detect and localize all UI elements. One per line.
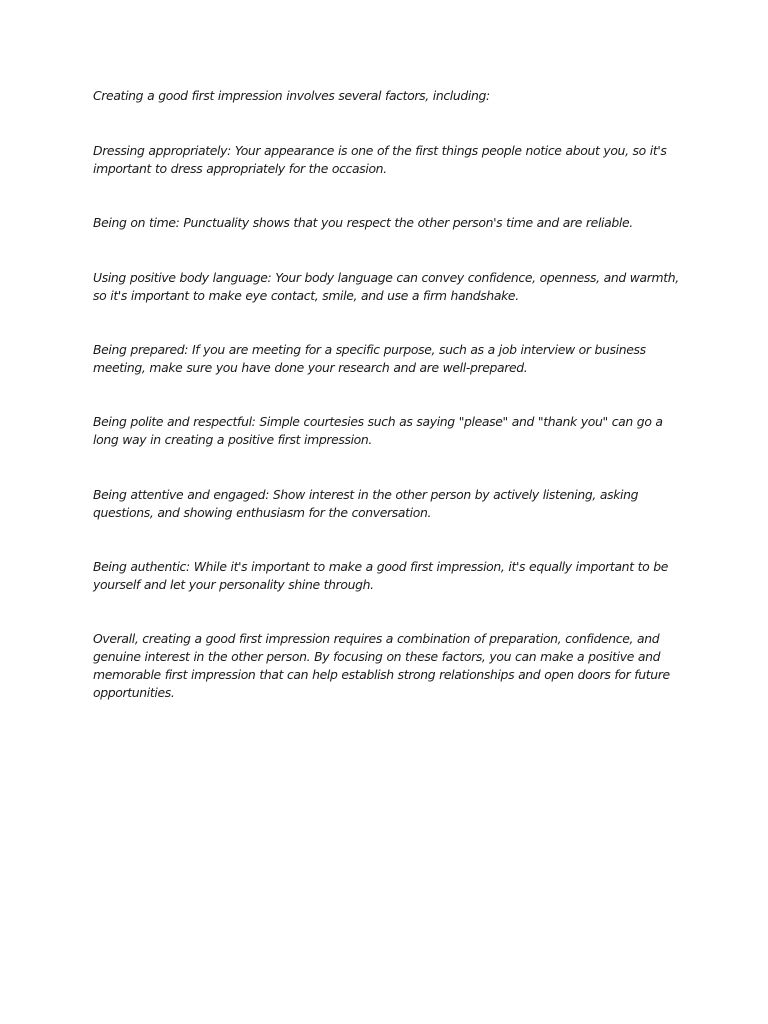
authentic-paragraph: Being authentic: While it's important to make a good first impression, it's equally important to be yourself and let your personality shine through. [93,559,669,592]
on-time-paragraph: Being on time: Punctuality shows that you respect the other person's time and are reliable. [93,215,633,230]
dressing-paragraph: Dressing appropriately: Your appearance is one of the first things people notice about you, so it's important to dress appropriately for the occasion. [93,143,667,176]
polite-paragraph: Being polite and respectful: Simple courtesies such as saying "please" and "thank you" can go a long way in creating a positive first impression. [93,414,663,447]
body-language-paragraph: Using positive body language: Your body language can convey confidence, openness, and warmth, so it's important to make eye contact, smile, and use a firm handshake. [93,270,679,303]
attentive-paragraph: Being attentive and engaged: Show interest in the other person by actively listening, asking questions, and showing enthusiasm for the conversation. [93,487,639,520]
overall-paragraph: Overall, creating a good first impression requires a combination of preparation, confidence, and genuine interest in the other person. By focusing on these factors, you can make a positive and memorable first impression that can help establish strong relationships and open doors for future opportunities. [93,631,670,700]
prepared-paragraph: Being prepared: If you are meeting for a specific purpose, such as a job interview or business meeting, make sure you have done your research and are well-prepared. [93,342,646,375]
intro-paragraph: Creating a good first impression involves several factors, including: [93,88,490,103]
